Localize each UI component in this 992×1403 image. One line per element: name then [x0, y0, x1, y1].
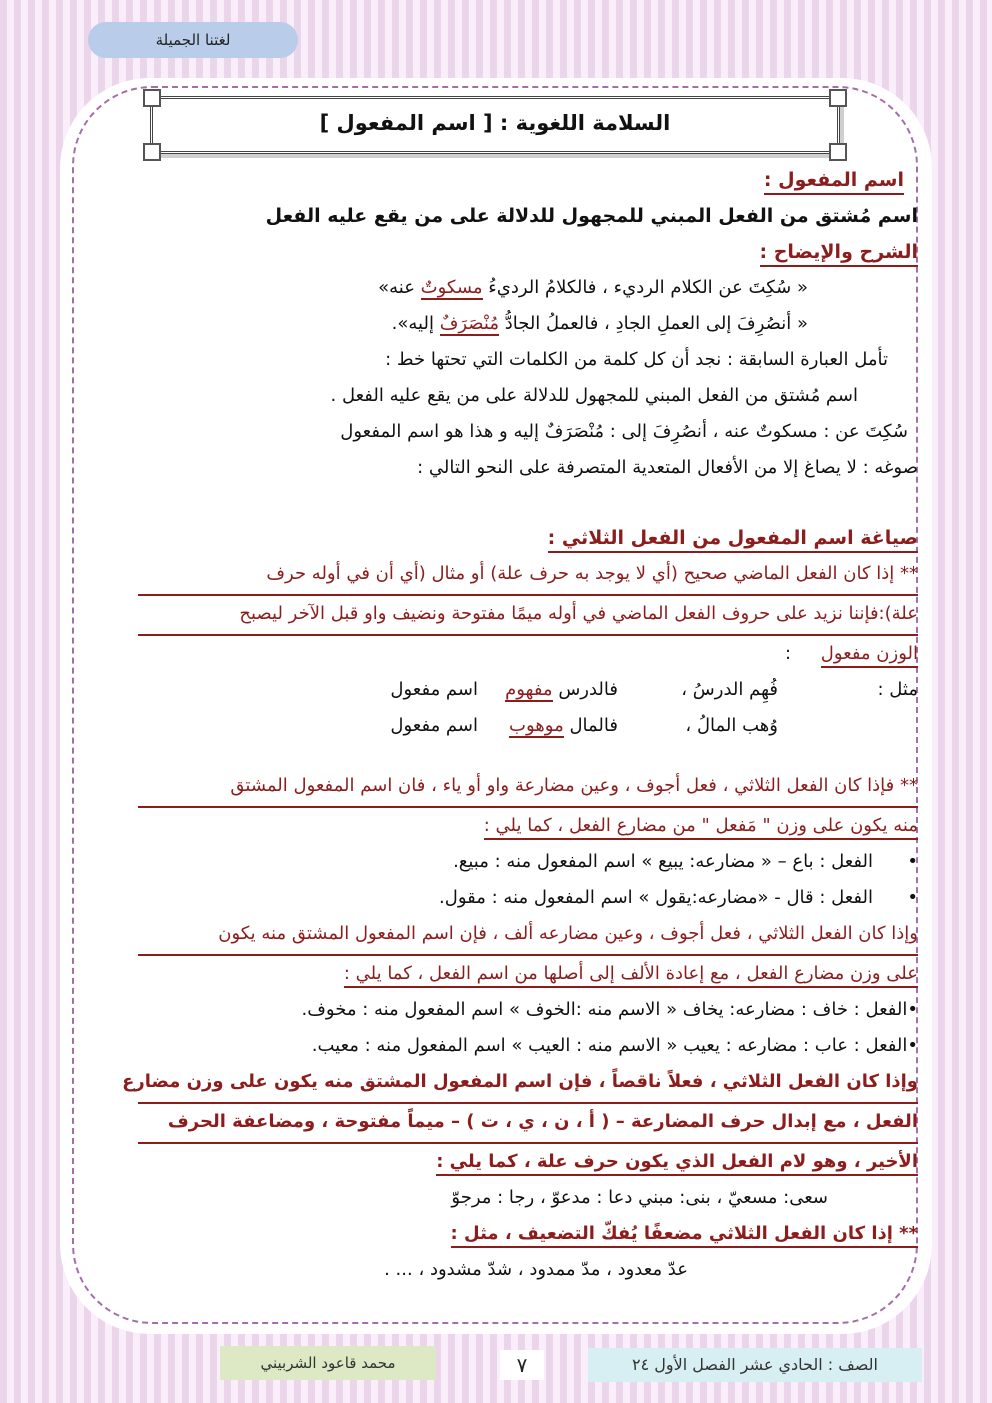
example-row-1-word: فالدرس مفهوم — [505, 679, 618, 700]
rule-hollow-1: ** فإذا كان الفعل الثلاثي ، فعل أجوف ، وعين مضارعة واو أو ياء ، فان اسم المفعول المشتق — [230, 775, 918, 796]
rule-hollow-alif-2: على وزن مضارع الفعل ، مع إعادة الألف إلى أصلها من اسم الفعل ، كما يلي : — [344, 963, 918, 988]
paragraph-formation: صوغه : لا يصاغ إلا من الأفعال المتعدية المتصرفة على النحو التالي : — [417, 457, 918, 478]
example-row-1-tag: اسم مفعول — [390, 679, 478, 700]
rule-sound-verb-3: الوزن مفعول — [821, 643, 918, 668]
rule-sound-verb-2: علة):فإننا نزيد على حروف الفعل الماضي في أوله ميمًا مفتوحة ونضيف واو قبل الآخر ليصبح — [239, 603, 918, 624]
section-heading-triliteral: صياغة اسم المفعول من الفعل الثلاثي : — [548, 527, 918, 553]
example-label: مثل : — [877, 679, 918, 700]
definition-heading: اسم المفعول : — [764, 169, 904, 195]
colon: : — [784, 643, 792, 664]
bullet-4: •الفعل : عاب : مضارعه : يعيب « الاسم منه : العيب » اسم المفعول منه : معيب. — [311, 1035, 918, 1056]
page-title: السلامة اللغوية : [ اسم المفعول ] — [319, 111, 671, 135]
paragraph-pairs: سُكِتَ عن : مسكوتٌ عنه ، أنصُرِفَ إلى : مُنْصَرَفٌ إليه و هذا هو اسم المفعول — [340, 421, 908, 442]
rule-defective-2: الفعل ، مع إبدال حرف المضارعة – ( أ ، ن ، ي ، ت ) – ميماً مفتوحة ، ومضاعفة الحرف — [167, 1111, 918, 1132]
lesson-content — [122, 160, 918, 1288]
corner-ornament — [143, 143, 161, 161]
example-row-1-verb: فُهِم الدرسُ ، — [681, 679, 778, 700]
rule-defective-3: الأخير ، وهو لام الفعل الذي يكون حرف علة ، كما يلي : — [436, 1151, 918, 1176]
bullet-1: الفعل : باع – « مضارعه: يبيع » اسم المفعول منه : مبيع. — [453, 851, 874, 872]
rule-hollow-alif-1: وإذا كان الفعل الثلاثي ، فعل أجوف ، وعين مضارعه ألف ، فإن اسم المفعول المشتق منه يكون — [218, 923, 918, 944]
title-box — [150, 96, 840, 154]
example-row-2-tag: اسم مفعول — [390, 715, 478, 736]
doubled-examples: عدّ معدود ، مدّ ممدود ، شدّ مشدود ، ... . — [384, 1259, 688, 1280]
author-name: محمد قاعود الشربيني — [220, 1346, 436, 1380]
example-row-2-word: فالمال موهوب — [509, 715, 618, 736]
paragraph-observe: تأمل العبارة السابقة : نجد أن كل كلمة من الكلمات التي تحتها خط : — [385, 349, 888, 370]
example-row-2-verb: وُهب المالُ ، — [685, 715, 778, 736]
defective-examples: سعى: مسعيّ ، بنى: مبني دعا : مدعوّ ، رجا : مرجوّ — [451, 1187, 828, 1208]
rule-hollow-2: منه يكون على وزن " مَفعل " من مضارع الفعل ، كما يلي : — [484, 815, 918, 840]
bullet-icon: • — [907, 851, 918, 872]
example-2: « أنصُرِفَ إلى العملِ الجادِ ، فالعملُ الجادُّ مُنْصَرَفٌ إليه». — [391, 313, 808, 334]
explanation-heading: الشرح والإيضاح : — [760, 241, 918, 267]
corner-ornament — [829, 89, 847, 107]
corner-ornament — [829, 143, 847, 161]
grade-label: الصف : الحادي عشر الفصل الأول ٢٤ — [588, 1348, 922, 1382]
page-number: ٧ — [500, 1350, 544, 1380]
rule-doubled: ** إذا كان الفعل الثلاثي مضعفًا يُفكّ التضعيف ، مثل : — [451, 1223, 918, 1248]
corner-ornament — [143, 89, 161, 107]
rule-defective-1: وإذا كان الفعل الثلاثي ، فعلاً ناقصاً ، فإن اسم المفعول المشتق منه يكون على وزن مضارع — [122, 1071, 918, 1092]
definition-text: اسم مُشتق من الفعل المبني للمجهول للدلالة على من يقع عليه الفعل — [265, 205, 918, 227]
bullet-3: •الفعل : خاف : مضارعه: يخاف « الاسم منه :الخوف » اسم المفعول منه : مخوف. — [301, 999, 918, 1020]
rule-sound-verb-1: ** إذا كان الفعل الماضي صحيح (أي لا يوجد به حرف علة) أو مثال (أي أن في أوله حرف — [266, 563, 918, 584]
bullet-2: الفعل : قال - «مضارعه:يقول » اسم المفعول منه : مقول. — [439, 887, 874, 908]
example-1: « سُكِتَ عن الكلام الرديء ، فالكلامُ الرديءُ مسكوتٌ عنه» — [378, 277, 808, 298]
bullet-icon: • — [907, 887, 918, 908]
header-tab: لغتنا الجميلة — [88, 22, 298, 58]
paragraph-definition: اسم مُشتق من الفعل المبني للمجهول للدلالة على من يقع عليه الفعل . — [330, 385, 858, 406]
